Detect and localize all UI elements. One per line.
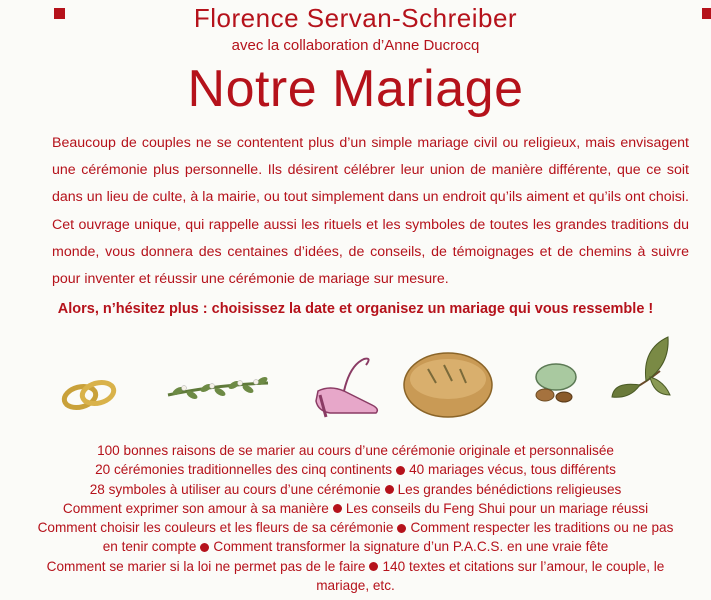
collaboration-line: avec la collaboration d’Anne Ducrocq [231,37,480,54]
call-to-action: Alors, n’hésitez plus : choisissez la date et organisez un mariage qui vous ressemble ! [57,301,654,317]
feature-item: 140 textes et citations sur l’amour, le couple, le mariage, etc. [316,558,665,594]
feature-item: Comment exprimer son amour à sa manière [62,500,329,516]
bullet-dot [397,524,406,533]
bread-loaf-icon [404,353,492,417]
feature-item: 28 symboles à utiliser au cours d’une cérémonie [89,481,381,497]
bullet-dot [385,485,394,494]
features-list [30,441,681,595]
feature-item: Comment transformer la signature d’un P.A.C.S. en une vraie fête [213,539,609,555]
bullet-dot [396,466,405,475]
wedding-rings-icon [62,379,116,411]
author-name: Florence Servan-Schreiber [193,3,518,33]
bullet-dot [333,504,342,513]
illustrations-row [0,335,711,435]
book-title: Notre Mariage [187,60,524,118]
almonds-icon [536,364,576,402]
feature-item: Les conseils du Feng Shui pour un mariage réussi [345,500,649,516]
flower-garland-icon [168,375,269,400]
feature-item: Comment respecter les traditions ou ne pas en tenir compte [102,520,674,555]
feature-item: Comment se marier si la loi ne permet pas de le faire [46,558,366,574]
high-heel-shoe-icon [316,359,377,417]
feature-item: 40 mariages vécus, tous différents [409,462,616,478]
feature-item: 100 bonnes raisons de se marier au cours d’une cérémonie originale et personnalisée [97,443,614,458]
bullet-dot [200,543,209,552]
bullet-dot [369,562,378,571]
intro-paragraph: Beaucoup de couples ne se contentent plus d’un simple mariage civil ou religieux, mais envisagent une cérémonie plus personnelle. Ils désirent célébrer leur union de manière différente, que ce soit dans un lieu de culte, à la mairie, ou tout simplement dans un endroit qu’ils aiment et qu’ils ont choisi. Cet ouvrage unique, qui rappelle aussi les rituels et les symboles de toutes les grandes traditions du monde, vous donnera des centaines d’idées, de conseils, de témoignages et de chemins à suivre pour inventer et réussir une cérémonie de mariage sur mesure. [52,135,689,288]
feature-item: Comment choisir les couleurs et les fleurs de sa cérémonie [37,520,394,536]
feature-item: 20 cérémonies traditionnelles des cinq continents [95,462,393,478]
feature-item: Les grandes bénédictions religieuses [397,481,622,497]
tea-leaves-icon [612,337,670,397]
